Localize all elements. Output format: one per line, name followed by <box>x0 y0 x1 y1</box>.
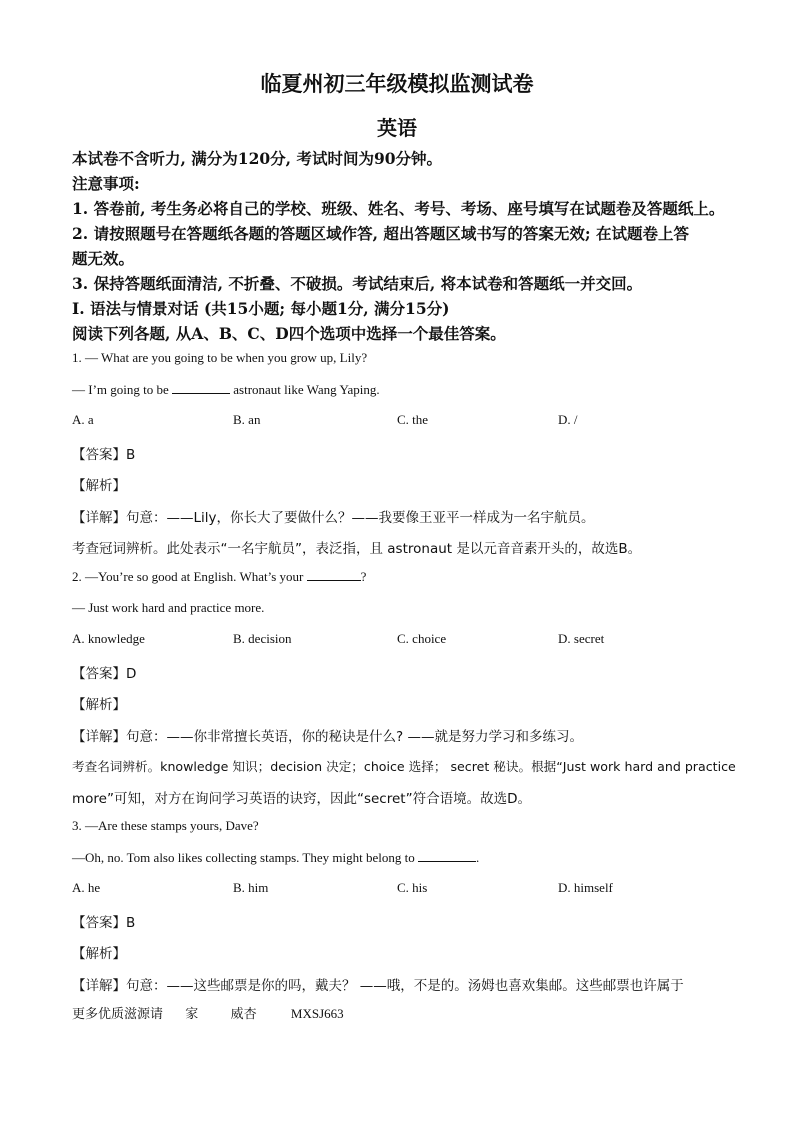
q2-option-b: B. decision <box>233 631 292 646</box>
q3-blank <box>418 849 476 862</box>
footer-text-3: 威杏 <box>230 1007 257 1022</box>
q2-answer: 【答案】D <box>72 666 137 682</box>
q3-stem-2-pre: —Oh, no. Tom also likes collecting stamps. They might belong to <box>72 850 418 865</box>
q1-option-d: D. / <box>558 412 578 427</box>
q3-option-b: B. him <box>233 880 269 895</box>
q2-detail-2: 考查名词辨析。knowledge 知识；decision 决定；choice 选择； secret 秘诀。根据“Just work hard and practice <box>72 759 736 774</box>
instruction: 阅读下列各题, 从A、B、C、D四个选项中选择一个最佳答案。 <box>72 324 506 343</box>
q1-stem-1: 1. — What are you going to be when you grow up, Lily? <box>72 350 368 365</box>
q2-stem-1-pre: 2. —You’re so good at English. What’s your <box>72 569 307 584</box>
q2-stem-2: — Just work hard and practice more. <box>72 600 265 615</box>
q2-option-a: A. knowledge <box>72 631 145 646</box>
subject-title: 英语 <box>377 116 417 140</box>
q3-detail: 【详解】句意：——这些邮票是你的吗，戴夫？ ——哦，不是的。汤姆也喜欢集邮。这些邮票也许属于 <box>72 978 684 994</box>
q2-stem-1 <box>72 568 734 585</box>
q1-detail-2: 考查冠词辨析。此处表示“一名宇航员”，表泛指，且 astronaut 是以元音音素开头的，故选B。 <box>72 541 642 557</box>
q3-option-d: D. himself <box>558 880 613 895</box>
q3-stem-2 <box>72 849 734 866</box>
q3-answer: 【答案】B <box>72 915 136 931</box>
q2-option-d: D. secret <box>558 631 605 646</box>
q3-analysis: 【解析】 <box>72 946 126 962</box>
q3-stem-1: 3. —Are these stamps yours, Dave? <box>72 818 259 833</box>
q1-blank <box>172 381 230 394</box>
q1-analysis: 【解析】 <box>72 478 126 494</box>
footer-text-4: MXSJ663 <box>290 1006 344 1021</box>
q1-option-b: B. an <box>233 412 261 427</box>
note-1: 1. 答卷前, 考生务必将自己的学校、班级、姓名、考号、考场、座号填写在试题卷及答题纸上。 <box>72 199 725 218</box>
page-footer <box>72 1003 344 1022</box>
q1-detail: 【详解】句意：——Lily，你长大了要做什么？——我要像王亚平一样成为一名宇航员。 <box>72 510 595 526</box>
exam-title: 临夏州初三年级模拟监测试卷 <box>260 71 534 96</box>
q3-option-a: A. he <box>72 880 101 895</box>
note-2b: 题无效。 <box>72 249 135 268</box>
q2-option-c: C. choice <box>397 631 447 646</box>
q2-detail: 【详解】句意：——你非常擅长英语，你的秘诀是什么? ——就是努力学习和多练习。 <box>72 729 583 745</box>
footer-text-1: 更多优质滋源请 <box>72 1007 164 1022</box>
note-2a: 2. 请按照题号在答题纸各题的答题区域作答, 超出答题区域书写的答案无效; 在试题卷上答 <box>72 224 689 243</box>
q2-stem-1-post: ? <box>360 569 367 584</box>
q2-detail-3: more”可知，对方在询问学习英语的诀窍，因此“secret”符合语境。故选D。 <box>72 791 531 807</box>
q1-stem-2-pre: — I’m going to be <box>72 382 173 397</box>
q1-stem-2-post: astronaut like Wang Yaping. <box>230 382 380 397</box>
footer-text-2: 家 <box>185 1007 199 1022</box>
q1-answer: 【答案】B <box>72 447 136 463</box>
section-heading: I. 语法与情景对话 (共15小题; 每小题1分, 满分15分) <box>72 299 450 318</box>
note-3: 3. 保持答题纸面清洁, 不折叠、不破损。考试结束后, 将本试卷和答题纸一并交回。 <box>72 274 643 293</box>
q2-blank <box>307 568 361 581</box>
q3-stem-2-post: . <box>475 850 480 865</box>
q2-analysis: 【解析】 <box>72 697 126 713</box>
intro-line: 本试卷不含听力, 满分为120分, 考试时间为90分钟。 <box>72 149 443 168</box>
q1-stem-2 <box>72 381 734 398</box>
q1-option-c: C. the <box>397 412 429 427</box>
q3-option-c: C. his <box>397 880 428 895</box>
q1-option-a: A. a <box>72 412 94 427</box>
notice-title: 注意事项: <box>72 174 140 193</box>
